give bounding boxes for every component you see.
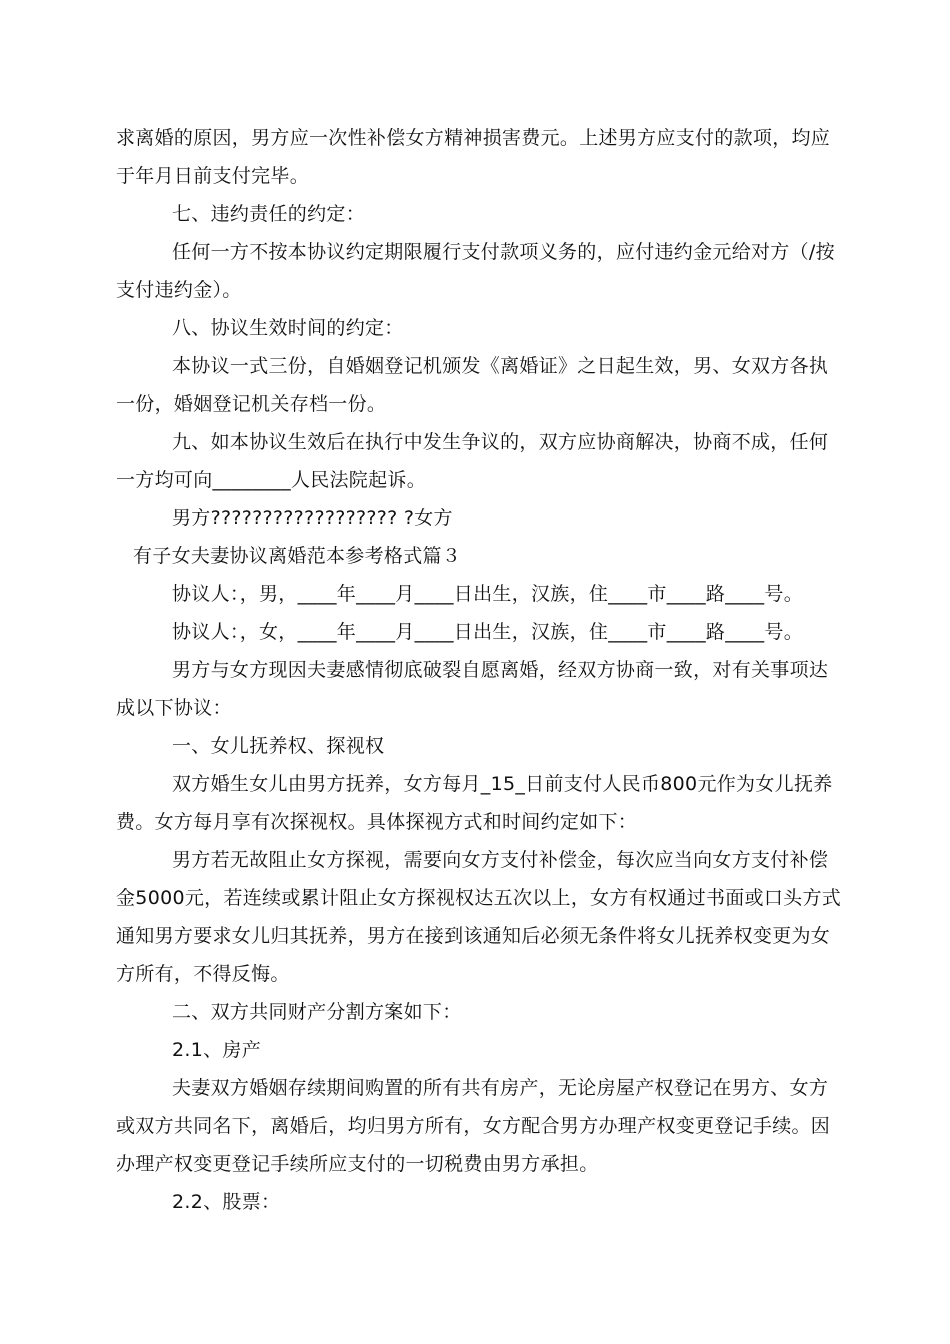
party-line-female: 协议人：，女，____年____月____日出生，汉族，住____市____路____号。 bbox=[172, 621, 804, 643]
subsection-heading: 2.2、股票： bbox=[172, 1191, 281, 1213]
section-heading: 八、协议生效时间的约定： bbox=[172, 317, 404, 339]
section-heading: 二、双方共同财产分割方案如下： bbox=[172, 1001, 462, 1023]
body-text-line: 一份，婚姻登记机关存档一份。 bbox=[116, 393, 387, 415]
template-title: 有子女夫妻协议离婚范本参考格式篇３ bbox=[133, 545, 462, 567]
body-text-line: 男方与女方现因夫妻感情彻底破裂自愿离婚，经双方协商一致，对有关事项达 bbox=[172, 659, 829, 681]
body-text-line: 男方若无故阻止女方探视，需要向女方支付补偿金，每次应当向女方支付补偿 bbox=[172, 849, 829, 871]
body-text-line: 夫妻双方婚姻存续期间购置的所有共有房产，无论房屋产权登记在男方、女方 bbox=[172, 1077, 829, 1099]
section-heading: 七、违约责任的约定： bbox=[172, 203, 366, 225]
body-text-line: 支付违约金）。 bbox=[116, 279, 242, 301]
body-text-line: 或双方共同名下，离婚后，均归男方所有，女方配合男方办理产权变更登记手续。因 bbox=[116, 1115, 831, 1137]
section-heading: 一、女儿抚养权、探视权 bbox=[172, 735, 385, 757]
body-text-line: 通知男方要求女儿归其抚养，男方在接到该通知后必须无条件将女儿抚养权变更为女 bbox=[116, 925, 831, 947]
body-text-line: 双方婚生女儿由男方抚养，女方每月_15_日前支付人民币800元作为女儿抚养 bbox=[172, 773, 833, 795]
body-text-line: 求离婚的原因，男方应一次性补偿女方精神损害费元。上述男方应支付的款项，均应 bbox=[116, 127, 831, 149]
body-text-line: 费。女方每月享有次探视权。具体探视方式和时间约定如下： bbox=[116, 811, 638, 833]
signature-line: 男方?????????????????? ?女方 bbox=[172, 507, 453, 529]
body-text-line: 本协议一式三份，自婚姻登记机颁发《离婚证》之日起生效，男、女双方各执 bbox=[172, 355, 829, 377]
body-text-line: 成以下协议： bbox=[116, 697, 232, 719]
body-text-line: 金5000元，若连续或累计阻止女方探视权达五次以上，女方有权通过书面或口头方式 bbox=[116, 887, 842, 909]
body-text-line: 方所有，不得反悔。 bbox=[116, 963, 290, 985]
body-text-line: 一方均可向________人民法院起诉。 bbox=[116, 469, 427, 491]
body-text-line: 任何一方不按本协议约定期限履行支付款项义务的，应付违约金元给对方（/按 bbox=[172, 241, 835, 263]
body-text-line: 办理产权变更登记手续所应支付的一切税费由男方承担。 bbox=[116, 1153, 599, 1175]
body-text-line: 于年月日前支付完毕。 bbox=[116, 165, 310, 187]
subsection-heading: 2.1、房产 bbox=[172, 1039, 262, 1061]
section-heading: 九、如本协议生效后在执行中发生争议的，双方应协商解决，协商不成，任何 bbox=[172, 431, 829, 453]
party-line-male: 协议人：，男，____年____月____日出生，汉族，住____市____路____号。 bbox=[172, 583, 804, 605]
